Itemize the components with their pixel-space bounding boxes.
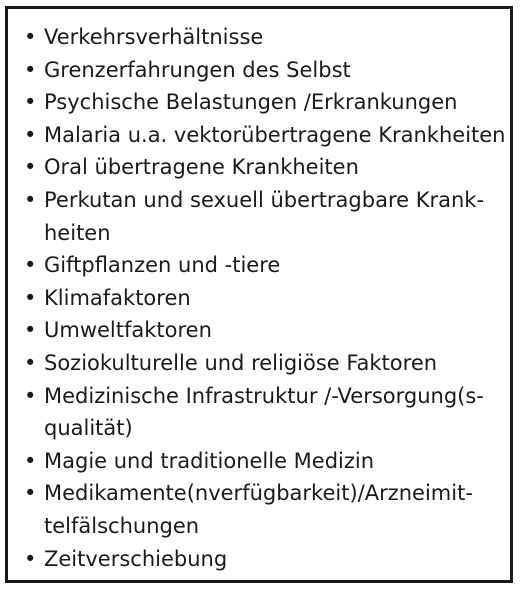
list-item xyxy=(24,282,496,315)
list-item xyxy=(24,347,496,380)
list-item-text: Grenzerfahrungen des Selbst xyxy=(44,57,351,82)
factor-list-box xyxy=(5,6,513,583)
list-item-text: Oral übertragene Krankheiten xyxy=(44,155,359,180)
list-item-text-continued: heiten xyxy=(44,220,111,245)
bullet: • xyxy=(24,57,37,82)
bullet: • xyxy=(24,383,37,408)
bullet: • xyxy=(24,448,37,473)
bullet: • xyxy=(24,25,37,49)
list-item xyxy=(24,249,496,282)
list-item xyxy=(24,151,496,184)
list-item-text-continued: qualität) xyxy=(44,416,133,441)
list-item-text: Klimafaktoren xyxy=(44,285,191,310)
list-item xyxy=(24,54,496,87)
list-item xyxy=(24,380,496,445)
list-item-text: Soziokulturelle und religiöse Faktoren xyxy=(44,350,438,375)
list-item-text: Umweltfaktoren xyxy=(44,318,212,343)
list-item-text: Verkehrsverhältnisse xyxy=(44,25,264,49)
list-item xyxy=(24,543,496,576)
bullet: • xyxy=(24,187,37,212)
list-item xyxy=(24,477,496,542)
bullet: • xyxy=(24,155,37,180)
list-item xyxy=(24,119,506,152)
list-item-text: Zeitverschiebung xyxy=(44,546,228,571)
factor-list xyxy=(8,9,510,575)
list-item-text-continued: telfälschungen xyxy=(44,513,200,538)
bullet: • xyxy=(24,90,37,115)
bullet: • xyxy=(24,350,37,375)
list-item xyxy=(24,21,496,54)
bullet: • xyxy=(24,481,37,506)
list-item-text: Perkutan und sexuell übertragbare Krank- xyxy=(44,187,485,212)
list-item xyxy=(24,314,496,347)
list-item-text: Malaria u.a. vektorübertragene Krankheiten xyxy=(44,122,506,147)
bullet: • xyxy=(24,122,37,147)
list-item-text: Medizinische Infrastruktur /-Versorgung(s- xyxy=(44,383,484,408)
bullet: • xyxy=(24,546,37,571)
bullet: • xyxy=(24,285,37,310)
list-item xyxy=(24,86,496,119)
list-item-text: Medikamente(nverfügbarkeit)/Arzneimit- xyxy=(44,481,473,506)
list-item xyxy=(24,445,496,478)
list-item-text: Magie und traditionelle Medizin xyxy=(44,448,375,473)
bullet: • xyxy=(24,253,37,278)
list-item xyxy=(24,184,496,249)
list-item-text: Giftpflanzen und -tiere xyxy=(44,253,281,278)
list-item-text: Psychische Belastungen /Erkrankungen xyxy=(44,90,458,115)
bullet: • xyxy=(24,318,37,343)
